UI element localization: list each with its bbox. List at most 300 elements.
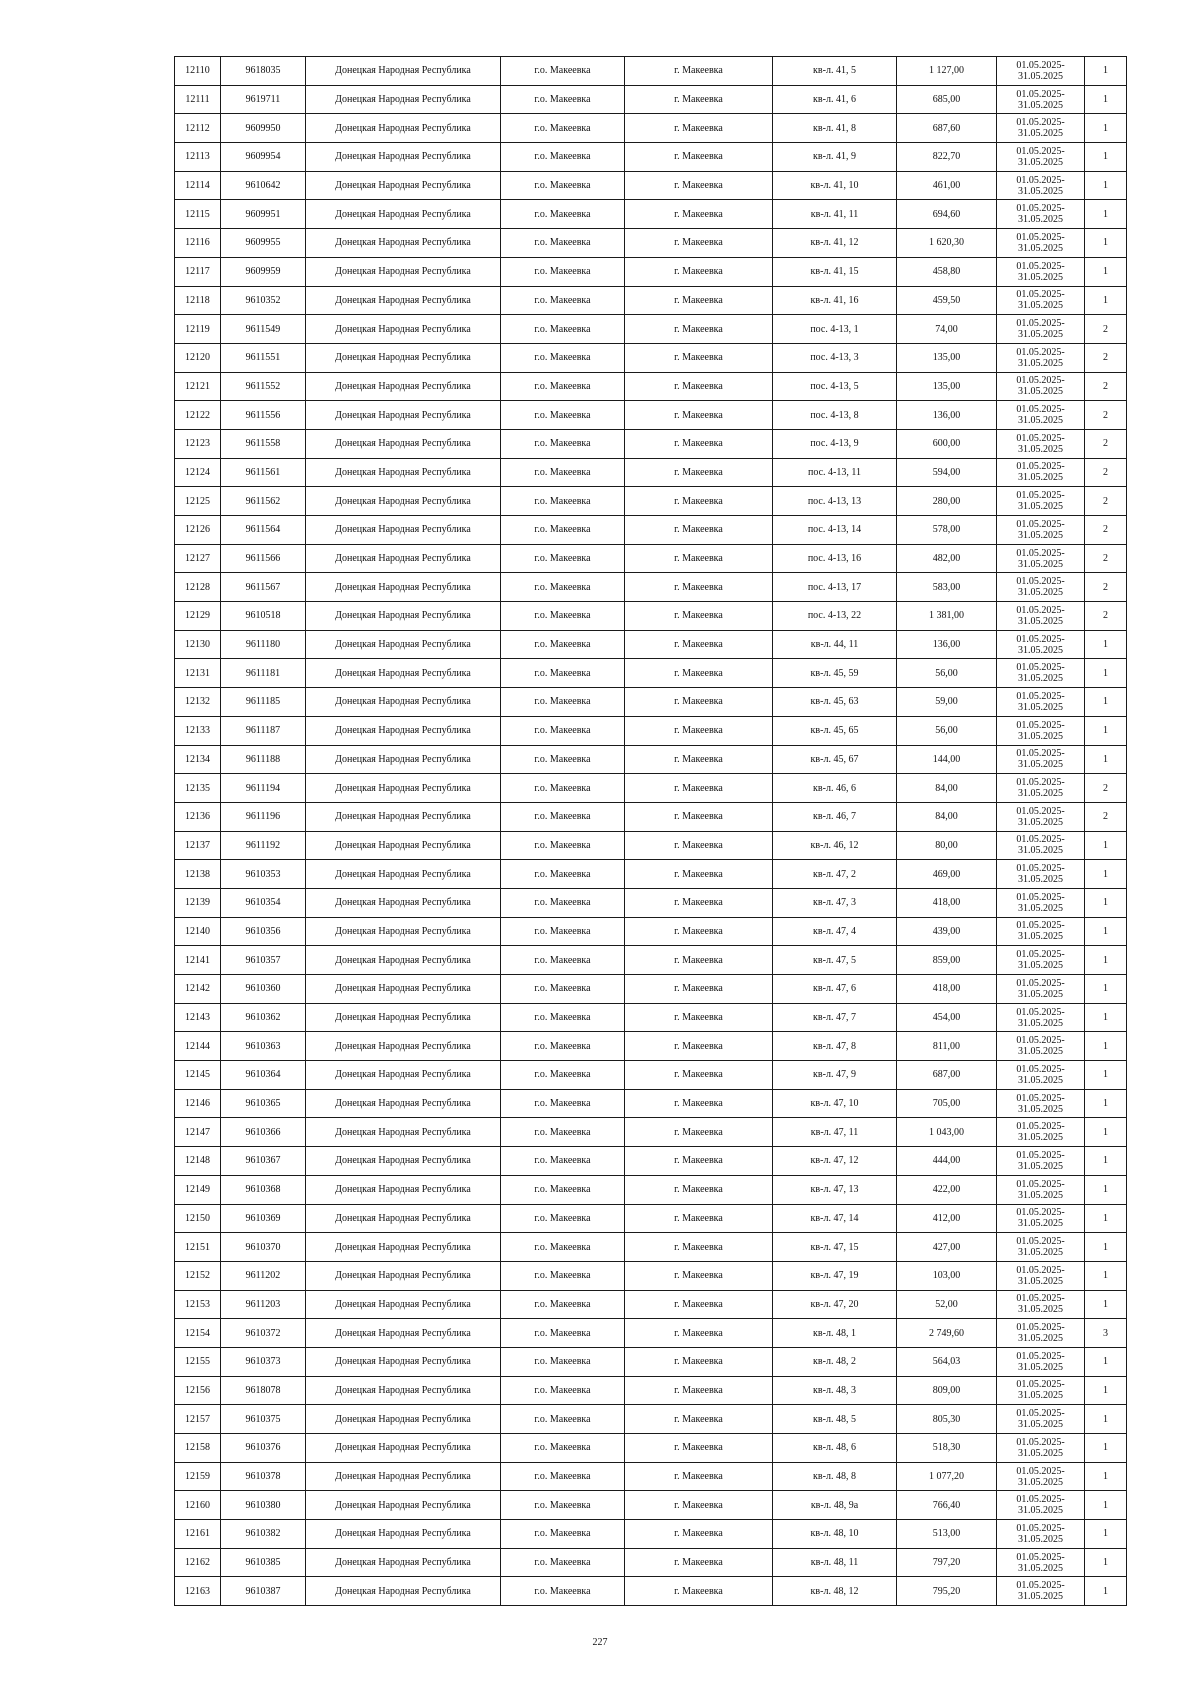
period-start: 01.05.2025- — [1016, 576, 1065, 588]
cell-num: 12157 — [175, 1405, 221, 1434]
cell-num: 12126 — [175, 516, 221, 545]
cell-area: 513,00 — [897, 1520, 997, 1549]
cell-district: г.о. Макеевка — [501, 659, 625, 688]
period-end: 31.05.2025 — [1018, 415, 1063, 427]
cell-region: Донецкая Народная Республика — [306, 401, 501, 430]
period-end: 31.05.2025 — [1018, 615, 1063, 627]
table-row — [175, 1204, 1127, 1233]
cell-area: 687,60 — [897, 114, 997, 143]
period-end: 31.05.2025 — [1018, 902, 1063, 914]
cell-region: Донецкая Народная Республика — [306, 688, 501, 717]
cell-address: пос. 4-13, 1 — [773, 315, 897, 344]
table-body — [175, 57, 1127, 1606]
cell-area: 685,00 — [897, 85, 997, 114]
cell-period — [997, 200, 1085, 229]
cell-period — [997, 1405, 1085, 1434]
cell-area: 439,00 — [897, 917, 997, 946]
cell-address: пос. 4-13, 8 — [773, 401, 897, 430]
cell-region: Донецкая Народная Республика — [306, 143, 501, 172]
cell-address: кв-л. 48, 10 — [773, 1520, 897, 1549]
cell-address: кв-л. 45, 59 — [773, 659, 897, 688]
cell-city: г. Макеевка — [625, 975, 773, 1004]
cell-code: 9611549 — [221, 315, 306, 344]
period-end: 31.05.2025 — [1018, 1390, 1063, 1402]
table-row — [175, 802, 1127, 831]
cell-area: 135,00 — [897, 343, 997, 372]
cell-count: 2 — [1085, 573, 1127, 602]
cell-num: 12124 — [175, 458, 221, 487]
cell-code: 9611551 — [221, 343, 306, 372]
cell-region: Донецкая Народная Республика — [306, 286, 501, 315]
period-start: 01.05.2025- — [1016, 490, 1065, 502]
cell-num: 12158 — [175, 1434, 221, 1463]
cell-num: 12147 — [175, 1118, 221, 1147]
period-start: 01.05.2025- — [1016, 805, 1065, 817]
period-start: 01.05.2025- — [1016, 690, 1065, 702]
table-row — [175, 716, 1127, 745]
cell-district: г.о. Макеевка — [501, 1032, 625, 1061]
table-row — [175, 831, 1127, 860]
cell-period — [997, 1233, 1085, 1262]
period-start: 01.05.2025- — [1016, 1465, 1065, 1477]
table-row — [175, 286, 1127, 315]
cell-district: г.о. Макеевка — [501, 429, 625, 458]
cell-num: 12118 — [175, 286, 221, 315]
cell-period — [997, 1089, 1085, 1118]
period-start: 01.05.2025- — [1016, 1149, 1065, 1161]
cell-area: 56,00 — [897, 716, 997, 745]
cell-district: г.о. Макеевка — [501, 1347, 625, 1376]
cell-address: пос. 4-13, 16 — [773, 544, 897, 573]
period-end: 31.05.2025 — [1018, 1132, 1063, 1144]
cell-district: г.о. Макеевка — [501, 1061, 625, 1090]
cell-count: 1 — [1085, 1089, 1127, 1118]
cell-count: 1 — [1085, 85, 1127, 114]
table-row — [175, 57, 1127, 86]
cell-region: Донецкая Народная Республика — [306, 544, 501, 573]
cell-count: 2 — [1085, 315, 1127, 344]
cell-code: 9611562 — [221, 487, 306, 516]
cell-code: 9610353 — [221, 860, 306, 889]
cell-period — [997, 860, 1085, 889]
cell-address: кв-л. 48, 11 — [773, 1548, 897, 1577]
cell-district: г.о. Макеевка — [501, 745, 625, 774]
table-row — [175, 1003, 1127, 1032]
cell-city: г. Макеевка — [625, 1204, 773, 1233]
cell-count: 1 — [1085, 1434, 1127, 1463]
cell-count: 1 — [1085, 1061, 1127, 1090]
cell-region: Донецкая Народная Республика — [306, 1520, 501, 1549]
cell-address: пос. 4-13, 5 — [773, 372, 897, 401]
period-end: 31.05.2025 — [1018, 529, 1063, 541]
cell-address: кв-л. 47, 12 — [773, 1147, 897, 1176]
cell-period — [997, 774, 1085, 803]
table-row — [175, 888, 1127, 917]
cell-area: 694,60 — [897, 200, 997, 229]
cell-city: г. Макеевка — [625, 1233, 773, 1262]
cell-num: 12134 — [175, 745, 221, 774]
table-row — [175, 1491, 1127, 1520]
period-start: 01.05.2025- — [1016, 59, 1065, 71]
cell-num: 12138 — [175, 860, 221, 889]
period-end: 31.05.2025 — [1018, 644, 1063, 656]
cell-period — [997, 458, 1085, 487]
cell-city: г. Макеевка — [625, 1491, 773, 1520]
cell-region: Донецкая Народная Республика — [306, 429, 501, 458]
cell-address: кв-л. 47, 3 — [773, 888, 897, 917]
cell-region: Донецкая Народная Республика — [306, 774, 501, 803]
cell-area: 594,00 — [897, 458, 997, 487]
cell-code: 9610362 — [221, 1003, 306, 1032]
cell-num: 12117 — [175, 257, 221, 286]
cell-region: Донецкая Народная Республика — [306, 802, 501, 831]
cell-num: 12146 — [175, 1089, 221, 1118]
cell-city: г. Макеевка — [625, 573, 773, 602]
cell-region: Донецкая Народная Республика — [306, 975, 501, 1004]
period-start: 01.05.2025- — [1016, 88, 1065, 100]
table-row — [175, 1261, 1127, 1290]
period-start: 01.05.2025- — [1016, 1322, 1065, 1334]
cell-address: кв-л. 48, 1 — [773, 1319, 897, 1348]
cell-address: кв-л. 47, 6 — [773, 975, 897, 1004]
cell-area: 459,50 — [897, 286, 997, 315]
cell-period — [997, 143, 1085, 172]
cell-address: кв-л. 47, 11 — [773, 1118, 897, 1147]
address-table — [174, 56, 1127, 1606]
period-end: 31.05.2025 — [1018, 185, 1063, 197]
cell-region: Донецкая Народная Республика — [306, 516, 501, 545]
period-start: 01.05.2025- — [1016, 375, 1065, 387]
cell-period — [997, 1376, 1085, 1405]
table-row — [175, 315, 1127, 344]
cell-city: г. Макеевка — [625, 602, 773, 631]
cell-city: г. Макеевка — [625, 257, 773, 286]
cell-city: г. Макеевка — [625, 487, 773, 516]
period-end: 31.05.2025 — [1018, 874, 1063, 886]
cell-district: г.о. Макеевка — [501, 315, 625, 344]
cell-address: кв-л. 47, 4 — [773, 917, 897, 946]
cell-num: 12145 — [175, 1061, 221, 1090]
cell-district: г.о. Макеевка — [501, 343, 625, 372]
cell-num: 12128 — [175, 573, 221, 602]
period-start: 01.05.2025- — [1016, 1293, 1065, 1305]
cell-area: 412,00 — [897, 1204, 997, 1233]
cell-code: 9610352 — [221, 286, 306, 315]
period-end: 31.05.2025 — [1018, 845, 1063, 857]
cell-num: 12129 — [175, 602, 221, 631]
table-row — [175, 1290, 1127, 1319]
cell-num: 12156 — [175, 1376, 221, 1405]
cell-district: г.о. Макеевка — [501, 57, 625, 86]
cell-period — [997, 229, 1085, 258]
cell-region: Донецкая Народная Республика — [306, 1462, 501, 1491]
period-start: 01.05.2025- — [1016, 633, 1065, 645]
cell-address: пос. 4-13, 14 — [773, 516, 897, 545]
cell-address: кв-л. 41, 11 — [773, 200, 897, 229]
cell-num: 12152 — [175, 1261, 221, 1290]
cell-region: Донецкая Народная Республика — [306, 602, 501, 631]
cell-code: 9610364 — [221, 1061, 306, 1090]
cell-count: 2 — [1085, 602, 1127, 631]
cell-num: 12121 — [175, 372, 221, 401]
cell-code: 9610372 — [221, 1319, 306, 1348]
cell-area: 144,00 — [897, 745, 997, 774]
period-start: 01.05.2025- — [1016, 432, 1065, 444]
cell-region: Донецкая Народная Республика — [306, 946, 501, 975]
cell-area: 1 127,00 — [897, 57, 997, 86]
cell-period — [997, 1003, 1085, 1032]
cell-num: 12130 — [175, 630, 221, 659]
period-start: 01.05.2025- — [1016, 719, 1065, 731]
period-start: 01.05.2025- — [1016, 1092, 1065, 1104]
cell-district: г.о. Макеевка — [501, 1520, 625, 1549]
cell-num: 12110 — [175, 57, 221, 86]
period-start: 01.05.2025- — [1016, 1408, 1065, 1420]
cell-district: г.о. Макеевка — [501, 487, 625, 516]
cell-address: кв-л. 47, 15 — [773, 1233, 897, 1262]
period-start: 01.05.2025- — [1016, 777, 1065, 789]
cell-code: 9609959 — [221, 257, 306, 286]
cell-code: 9610382 — [221, 1520, 306, 1549]
cell-count: 1 — [1085, 57, 1127, 86]
cell-area: 2 749,60 — [897, 1319, 997, 1348]
cell-city: г. Макеевка — [625, 831, 773, 860]
period-start: 01.05.2025- — [1016, 518, 1065, 530]
cell-address: кв-л. 48, 8 — [773, 1462, 897, 1491]
period-end: 31.05.2025 — [1018, 558, 1063, 570]
table-row — [175, 1233, 1127, 1262]
cell-address: кв-л. 47, 13 — [773, 1175, 897, 1204]
cell-count: 2 — [1085, 429, 1127, 458]
cell-code: 9611567 — [221, 573, 306, 602]
period-end: 31.05.2025 — [1018, 386, 1063, 398]
cell-district: г.о. Макеевка — [501, 114, 625, 143]
cell-count: 1 — [1085, 946, 1127, 975]
cell-area: 564,03 — [897, 1347, 997, 1376]
cell-count: 1 — [1085, 229, 1127, 258]
cell-num: 12144 — [175, 1032, 221, 1061]
cell-period — [997, 85, 1085, 114]
period-end: 31.05.2025 — [1018, 988, 1063, 1000]
cell-period — [997, 1118, 1085, 1147]
cell-code: 9611187 — [221, 716, 306, 745]
cell-city: г. Макеевка — [625, 286, 773, 315]
cell-city: г. Макеевка — [625, 1261, 773, 1290]
table-row — [175, 688, 1127, 717]
period-end: 31.05.2025 — [1018, 70, 1063, 82]
cell-count: 1 — [1085, 688, 1127, 717]
period-start: 01.05.2025- — [1016, 1207, 1065, 1219]
cell-period — [997, 802, 1085, 831]
cell-address: кв-л. 47, 10 — [773, 1089, 897, 1118]
table-row — [175, 1405, 1127, 1434]
cell-area: 795,20 — [897, 1577, 997, 1606]
cell-code: 9610368 — [221, 1175, 306, 1204]
period-end: 31.05.2025 — [1018, 1218, 1063, 1230]
cell-area: 136,00 — [897, 630, 997, 659]
cell-region: Донецкая Народная Республика — [306, 315, 501, 344]
table-row — [175, 659, 1127, 688]
cell-code: 9610356 — [221, 917, 306, 946]
cell-period — [997, 372, 1085, 401]
cell-city: г. Макеевка — [625, 1548, 773, 1577]
period-start: 01.05.2025- — [1016, 1236, 1065, 1248]
cell-address: кв-л. 41, 15 — [773, 257, 897, 286]
period-end: 31.05.2025 — [1018, 1533, 1063, 1545]
cell-address: кв-л. 48, 6 — [773, 1434, 897, 1463]
cell-city: г. Макеевка — [625, 1089, 773, 1118]
cell-district: г.о. Макеевка — [501, 516, 625, 545]
cell-area: 52,00 — [897, 1290, 997, 1319]
table-row — [175, 1147, 1127, 1176]
cell-city: г. Макеевка — [625, 458, 773, 487]
cell-count: 3 — [1085, 1319, 1127, 1348]
cell-address: кв-л. 47, 14 — [773, 1204, 897, 1233]
period-end: 31.05.2025 — [1018, 1189, 1063, 1201]
cell-district: г.о. Макеевка — [501, 1089, 625, 1118]
cell-address: кв-л. 48, 5 — [773, 1405, 897, 1434]
cell-count: 1 — [1085, 286, 1127, 315]
cell-region: Донецкая Народная Республика — [306, 1147, 501, 1176]
cell-code: 9618035 — [221, 57, 306, 86]
cell-district: г.о. Макеевка — [501, 1261, 625, 1290]
table-row — [175, 257, 1127, 286]
cell-count: 1 — [1085, 745, 1127, 774]
cell-region: Донецкая Народная Республика — [306, 831, 501, 860]
period-end: 31.05.2025 — [1018, 673, 1063, 685]
cell-city: г. Макеевка — [625, 774, 773, 803]
period-end: 31.05.2025 — [1018, 443, 1063, 455]
cell-address: кв-л. 41, 10 — [773, 171, 897, 200]
period-end: 31.05.2025 — [1018, 1046, 1063, 1058]
cell-code: 9611196 — [221, 802, 306, 831]
cell-code: 9610376 — [221, 1434, 306, 1463]
period-start: 01.05.2025- — [1016, 260, 1065, 272]
cell-city: г. Макеевка — [625, 917, 773, 946]
cell-region: Донецкая Народная Республика — [306, 745, 501, 774]
cell-city: г. Макеевка — [625, 1347, 773, 1376]
period-start: 01.05.2025- — [1016, 1264, 1065, 1276]
cell-address: кв-л. 44, 11 — [773, 630, 897, 659]
cell-count: 1 — [1085, 831, 1127, 860]
cell-city: г. Макеевка — [625, 1175, 773, 1204]
cell-area: 578,00 — [897, 516, 997, 545]
cell-code: 9611552 — [221, 372, 306, 401]
cell-period — [997, 917, 1085, 946]
cell-city: г. Макеевка — [625, 1434, 773, 1463]
cell-region: Донецкая Народная Республика — [306, 630, 501, 659]
table-row — [175, 1520, 1127, 1549]
cell-count: 2 — [1085, 343, 1127, 372]
cell-period — [997, 257, 1085, 286]
cell-num: 12160 — [175, 1491, 221, 1520]
cell-period — [997, 1147, 1085, 1176]
cell-region: Донецкая Народная Республика — [306, 888, 501, 917]
cell-region: Донецкая Народная Республика — [306, 1204, 501, 1233]
cell-address: кв-л. 45, 63 — [773, 688, 897, 717]
cell-district: г.о. Макеевка — [501, 372, 625, 401]
cell-code: 9610370 — [221, 1233, 306, 1262]
cell-period — [997, 1548, 1085, 1577]
cell-city: г. Макеевка — [625, 372, 773, 401]
cell-area: 59,00 — [897, 688, 997, 717]
cell-area: 280,00 — [897, 487, 997, 516]
cell-region: Донецкая Народная Республика — [306, 1233, 501, 1262]
table-row — [175, 774, 1127, 803]
cell-count: 2 — [1085, 401, 1127, 430]
table-row — [175, 1462, 1127, 1491]
cell-code: 9609955 — [221, 229, 306, 258]
cell-code: 9610387 — [221, 1577, 306, 1606]
cell-period — [997, 630, 1085, 659]
cell-area: 84,00 — [897, 802, 997, 831]
cell-region: Донецкая Народная Республика — [306, 343, 501, 372]
cell-district: г.о. Макеевка — [501, 1376, 625, 1405]
cell-num: 12137 — [175, 831, 221, 860]
cell-city: г. Макеевка — [625, 57, 773, 86]
cell-count: 2 — [1085, 372, 1127, 401]
period-start: 01.05.2025- — [1016, 863, 1065, 875]
cell-count: 1 — [1085, 1548, 1127, 1577]
cell-count: 2 — [1085, 774, 1127, 803]
cell-period — [997, 745, 1085, 774]
period-end: 31.05.2025 — [1018, 931, 1063, 943]
cell-count: 1 — [1085, 1175, 1127, 1204]
cell-district: г.о. Макеевка — [501, 1118, 625, 1147]
cell-district: г.о. Макеевка — [501, 888, 625, 917]
cell-num: 12150 — [175, 1204, 221, 1233]
cell-region: Донецкая Народная Республика — [306, 1290, 501, 1319]
cell-district: г.о. Макеевка — [501, 1233, 625, 1262]
cell-district: г.о. Макеевка — [501, 630, 625, 659]
period-start: 01.05.2025- — [1016, 1379, 1065, 1391]
cell-area: 454,00 — [897, 1003, 997, 1032]
cell-area: 687,00 — [897, 1061, 997, 1090]
cell-region: Донецкая Народная Республика — [306, 1434, 501, 1463]
cell-district: г.о. Макеевка — [501, 1462, 625, 1491]
cell-code: 9618078 — [221, 1376, 306, 1405]
cell-count: 1 — [1085, 659, 1127, 688]
table-row — [175, 458, 1127, 487]
table-row — [175, 602, 1127, 631]
period-end: 31.05.2025 — [1018, 1275, 1063, 1287]
cell-num: 12132 — [175, 688, 221, 717]
period-end: 31.05.2025 — [1018, 1361, 1063, 1373]
period-start: 01.05.2025- — [1016, 1178, 1065, 1190]
cell-num: 12142 — [175, 975, 221, 1004]
period-start: 01.05.2025- — [1016, 117, 1065, 129]
cell-district: г.о. Макеевка — [501, 257, 625, 286]
table-row — [175, 372, 1127, 401]
period-start: 01.05.2025- — [1016, 1580, 1065, 1592]
cell-address: кв-л. 48, 3 — [773, 1376, 897, 1405]
cell-period — [997, 831, 1085, 860]
cell-city: г. Макеевка — [625, 1290, 773, 1319]
table-row — [175, 429, 1127, 458]
cell-area: 418,00 — [897, 888, 997, 917]
cell-num: 12125 — [175, 487, 221, 516]
table-row — [175, 85, 1127, 114]
cell-num: 12116 — [175, 229, 221, 258]
cell-area: 56,00 — [897, 659, 997, 688]
cell-region: Донецкая Народная Республика — [306, 1577, 501, 1606]
cell-code: 9611185 — [221, 688, 306, 717]
cell-city: г. Макеевка — [625, 171, 773, 200]
cell-num: 12120 — [175, 343, 221, 372]
cell-area: 80,00 — [897, 831, 997, 860]
period-start: 01.05.2025- — [1016, 404, 1065, 416]
period-end: 31.05.2025 — [1018, 128, 1063, 140]
